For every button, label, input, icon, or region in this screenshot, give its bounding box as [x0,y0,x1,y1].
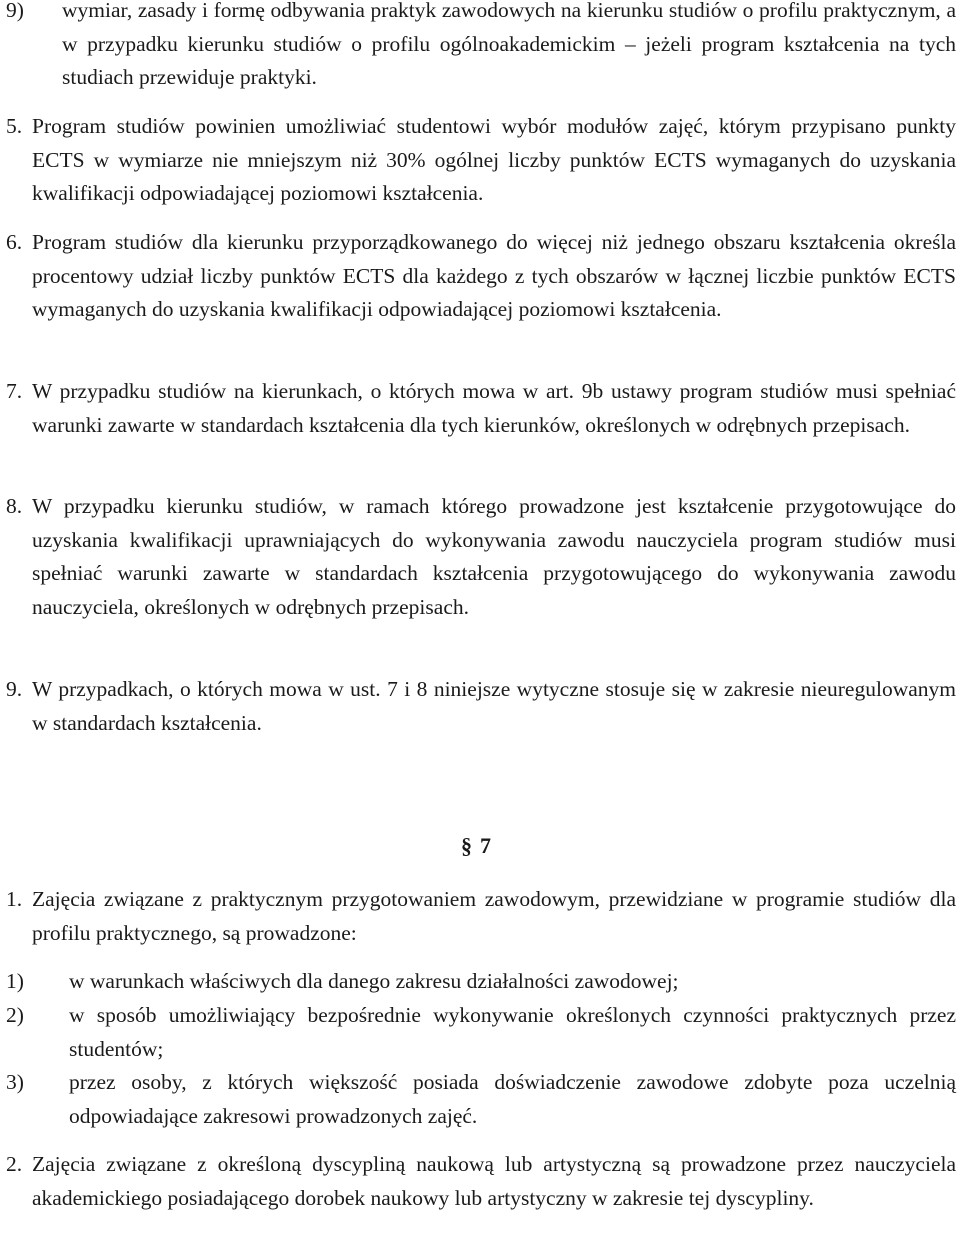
sub-item-number: 2) [6,1003,24,1027]
point-8 [0,490,956,624]
point-text: W przypadku kierunku studiów, w ramach którego prowadzone jest kształcenie przygotowujące do uzyskania kwalifikacji uprawniających do wykonywania zawodu nauczyciela program studiów musi spełniać warunki zawarte w standardach kształcenia przygotowującego do wykonywania zawodu nauczyciela, określonych w odrębnych przepisach. [32,494,956,619]
section-heading [0,829,960,863]
sub-list-item-1 [0,965,956,999]
point-number: 7. [6,379,23,403]
section-point-1 [0,883,956,950]
list-item-text: wymiar, zasady i formę odbywania praktyk zawodowych na kierunku studiów o profilu praktycznym, a w przypadku kierunku studiów o profilu ogólnoakademickim – jeżeli program kształcenia na tych studiach przewiduje praktyki. [62,0,956,90]
point-text: W przypadku studiów na kierunkach, o których mowa w art. 9b ustawy program studiów musi spełniać warunki zawarte w standardach kształcenia dla tych kierunków, określonych w odrębnych przepisach. [32,379,956,437]
list-item-number: 9) [6,0,24,22]
sub-item-number: 3) [6,1070,24,1094]
point-9 [0,673,956,740]
sub-item-text: w sposób umożliwiający bezpośrednie wykonywanie określonych czynności praktycznych przez studentów; [69,1003,956,1061]
section-point-2 [0,1148,956,1215]
point-text: Program studiów dla kierunku przyporządkowanego do więcej niż jednego obszaru kształcenia określa procentowy udział liczby punktów ECTS dla każdego z tych obszarów w łącznej liczbie punktów ECTS wymaganych do uzyskania kwalifikacji odpowiadającej poziomowi kształcenia. [32,230,956,322]
point-text: Program studiów powinien umożliwiać studentowi wybór modułów zajęć, którym przypisano punkty ECTS w wymiarze nie mniejszym niż 30% ogólnej liczby punktów ECTS wymaganych do uzyskania kwalifikacji odpowiadającej poziomowi kształcenia. [32,114,956,206]
point-number: 5. [6,114,23,138]
sub-item-text: w warunkach właściwych dla danego zakresu działalności zawodowej; [69,969,679,993]
sub-list-item-2 [0,999,956,1066]
sub-list-item-3 [0,1066,956,1133]
point-number: 8. [6,494,23,518]
point-text: Zajęcia związane z określoną dyscypliną naukową lub artystyczną są prowadzone przez nauczyciela akademickiego posiadającego dorobek naukowy lub artystyczny w zakresie tej dyscypliny. [32,1152,956,1210]
section-number: 7 [480,833,499,858]
point-text: Zajęcia związane z praktycznym przygotowaniem zawodowym, przewidziane w programie studiów dla profilu praktycznego, są prowadzone: [32,887,956,945]
point-text: W przypadkach, o których mowa w ust. 7 i 8 niniejsze wytyczne stosuje się w zakresie nieuregulowanym w standardach kształcenia. [32,677,956,735]
sub-item-number: 1) [6,969,24,993]
point-number: 1. [6,887,23,911]
point-number: 2. [6,1152,23,1176]
sub-item-text: przez osoby, z których większość posiada doświadczenie zawodowe zdobyte poza uczelnią odpowiadające zakresowi prowadzonych zajęć. [69,1070,956,1128]
point-7 [0,375,956,442]
point-5 [0,110,956,211]
section-symbol: § [461,833,480,858]
point-6 [0,226,956,327]
list-item [0,0,956,95]
point-number: 6. [6,230,23,254]
point-number: 9. [6,677,23,701]
